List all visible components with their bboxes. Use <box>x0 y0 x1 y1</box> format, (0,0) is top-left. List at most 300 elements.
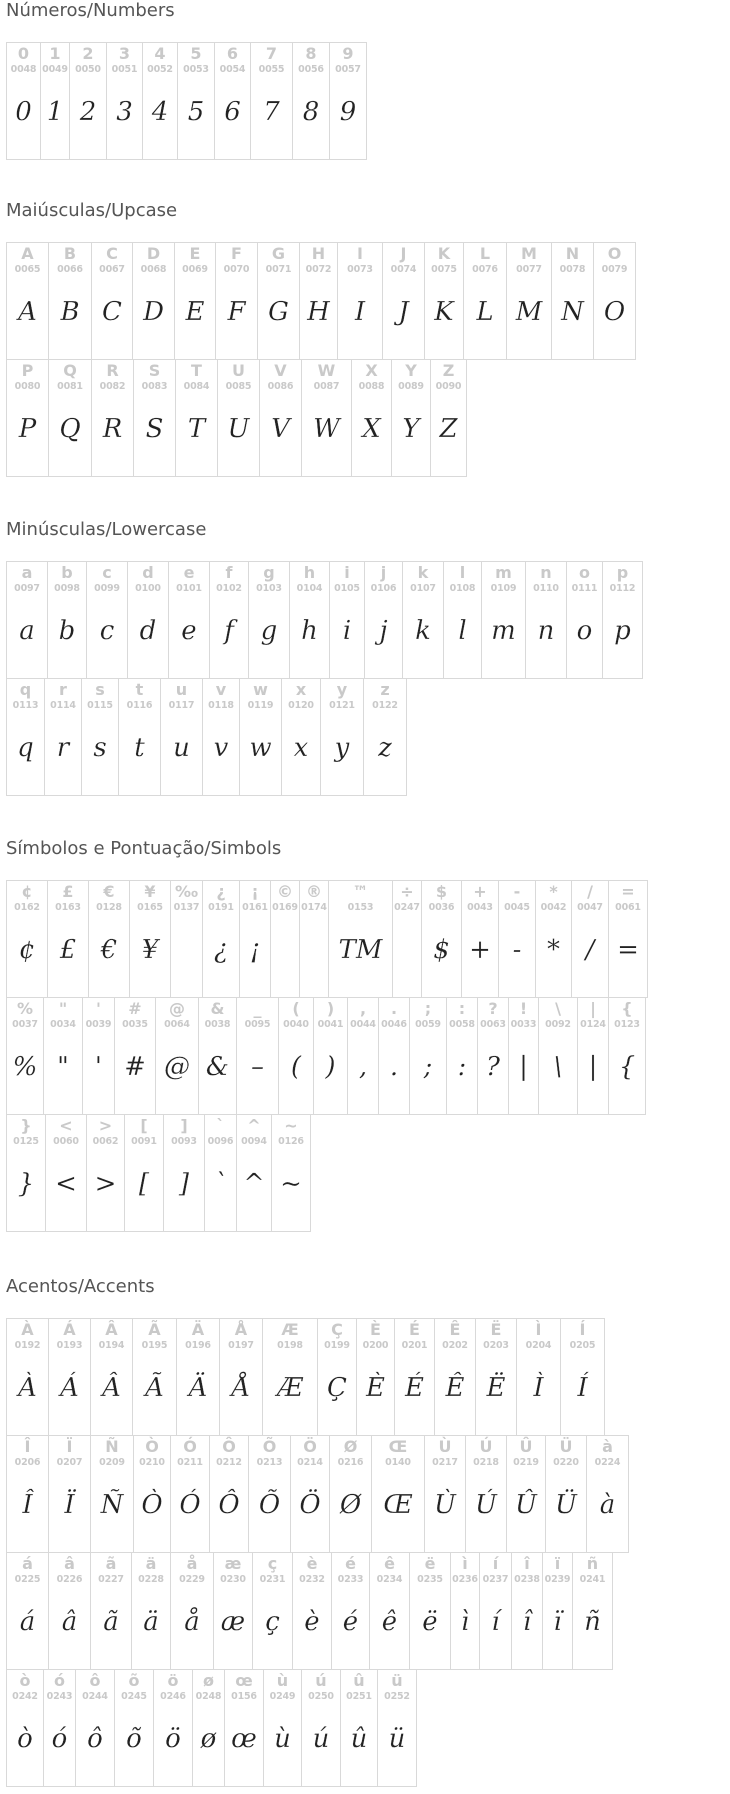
character-code: 0036 <box>428 902 455 913</box>
section-upcase <box>6 200 635 476</box>
glyph-cell <box>176 1318 220 1436</box>
character-label: 9 <box>342 44 354 63</box>
glyph-cell <box>443 561 482 679</box>
character-label: z <box>380 680 390 699</box>
character-code: 0245 <box>121 1691 147 1702</box>
character-code: 0213 <box>256 1457 283 1468</box>
glyph-sample: | <box>588 1052 598 1082</box>
glyph-cell <box>329 561 365 679</box>
glyph-cell <box>566 561 603 679</box>
grid-row <box>6 1669 628 1786</box>
character-code: 0210 <box>139 1457 165 1468</box>
character-label: ] <box>180 1116 188 1135</box>
character-code: 0242 <box>12 1691 38 1702</box>
character-label: g <box>263 563 275 582</box>
character-label: T <box>191 361 202 380</box>
character-code: 0089 <box>398 381 424 392</box>
character-label: Æ <box>281 1320 299 1339</box>
character-code: 0217 <box>432 1457 458 1468</box>
glyph-cell <box>106 42 143 160</box>
character-label: . <box>390 999 398 1018</box>
glyph-cell <box>545 1435 587 1553</box>
glyph-cell <box>252 1552 293 1670</box>
glyph-cell <box>174 242 216 360</box>
character-label: n <box>540 563 552 582</box>
glyph-sample: ë <box>422 1607 438 1637</box>
glyph-sample: Ù <box>434 1490 456 1520</box>
glyph-cell <box>124 1114 164 1232</box>
character-label: 5 <box>190 44 202 63</box>
character-label: 0 <box>17 44 30 63</box>
character-label: Ó <box>183 1437 197 1456</box>
character-label: Ô <box>222 1437 236 1456</box>
character-code: 0118 <box>208 700 234 711</box>
character-code: 0207 <box>56 1457 83 1468</box>
character-label: R <box>106 361 119 380</box>
glyph-sample: f <box>224 616 234 646</box>
character-label: r <box>59 680 67 699</box>
character-code: 0051 <box>111 64 138 75</box>
glyph-cell <box>479 1552 512 1670</box>
glyph-sample: ø <box>200 1724 217 1754</box>
character-label: u <box>175 680 188 699</box>
glyph-cell <box>215 242 258 360</box>
glyph-sample: œ <box>231 1724 257 1754</box>
character-code: 0238 <box>514 1574 540 1585</box>
glyph-cell <box>271 1114 311 1232</box>
glyph-sample: 5 <box>187 97 205 127</box>
character-label: { <box>621 999 633 1018</box>
character-code: 0077 <box>516 264 542 275</box>
glyph-cell <box>511 1552 543 1670</box>
character-code: 0235 <box>417 1574 443 1585</box>
glyph-cell <box>90 1318 133 1436</box>
glyph-sample: Ã <box>145 1373 164 1403</box>
character-label: Ê <box>449 1320 461 1339</box>
character-label: , <box>359 999 367 1018</box>
character-code: 0225 <box>14 1574 41 1585</box>
glyph-cell <box>69 42 107 160</box>
character-code: 0200 <box>362 1340 389 1351</box>
glyph-cell <box>133 359 176 477</box>
glyph-cell <box>6 1435 49 1553</box>
glyph-cell <box>301 359 352 477</box>
character-label: ; <box>424 999 432 1018</box>
character-code: 0243 <box>46 1691 73 1702</box>
character-label: ê <box>384 1554 395 1573</box>
character-label: æ <box>224 1554 242 1573</box>
character-label: w <box>253 680 268 699</box>
character-code: 0199 <box>324 1340 350 1351</box>
glyph-sample: á <box>19 1607 36 1637</box>
character-label: H <box>311 244 326 263</box>
glyph-cell <box>177 42 215 160</box>
character-code: 0169 <box>272 902 298 913</box>
glyph-cell <box>409 997 447 1115</box>
glyph-cell <box>48 242 92 360</box>
glyph-cell <box>262 1318 318 1436</box>
glyph-cell <box>6 242 49 360</box>
glyph-cell <box>219 1318 263 1436</box>
character-label: S <box>148 361 161 380</box>
glyph-sample: J <box>398 297 409 327</box>
character-code: 0103 <box>256 583 282 594</box>
character-code: 0090 <box>435 381 462 392</box>
character-code: 0246 <box>160 1691 186 1702</box>
glyph-sample: u <box>173 733 190 763</box>
character-label: â <box>64 1554 75 1573</box>
glyph-sample: È <box>366 1373 385 1403</box>
character-code: 0055 <box>258 64 285 75</box>
glyph-sample: æ <box>220 1607 246 1637</box>
character-code: 0039 <box>85 1019 112 1030</box>
glyph-cell <box>48 1318 91 1436</box>
character-label: - <box>513 882 521 901</box>
character-label: ? <box>488 999 498 1018</box>
glyph-cell <box>402 561 444 679</box>
character-code: 0056 <box>298 64 324 75</box>
character-label: W <box>317 361 336 380</box>
glyph-sample: Ø <box>339 1490 362 1520</box>
glyph-sample: Í <box>577 1373 588 1403</box>
glyph-sample: v <box>213 733 229 763</box>
character-code: 0105 <box>334 583 360 594</box>
glyph-cell <box>132 242 175 360</box>
glyph-cell <box>40 42 70 160</box>
character-label: D <box>146 244 161 263</box>
glyph-sample: % <box>12 1052 38 1082</box>
character-label: U <box>232 361 245 380</box>
glyph-cell <box>364 561 403 679</box>
glyph-sample: Ô <box>218 1490 240 1520</box>
glyph-cell <box>320 678 364 796</box>
character-code: 0100 <box>135 583 161 594</box>
glyph-sample: E <box>185 297 205 327</box>
glyph-sample: l <box>458 616 467 646</box>
character-code: 0042 <box>540 902 567 913</box>
character-label: + <box>473 882 487 901</box>
glyph-cell <box>475 1318 517 1436</box>
glyph-cell <box>278 997 314 1115</box>
character-label: M <box>521 244 537 263</box>
character-code: 0044 <box>350 1019 376 1030</box>
glyph-cell <box>351 359 392 477</box>
character-code: 0121 <box>329 700 355 711</box>
character-label: Ç <box>331 1320 343 1339</box>
character-label: / <box>587 882 593 901</box>
glyph-cell <box>170 1552 214 1670</box>
grid-row <box>6 1114 647 1231</box>
glyph-cell <box>6 1318 49 1436</box>
character-label: Y <box>405 361 417 380</box>
glyph-sample: Ñ <box>100 1490 124 1520</box>
grid-row <box>6 42 366 159</box>
character-code: 0228 <box>138 1574 164 1585</box>
glyph-cell <box>593 242 636 360</box>
glyph-sample: ¥ <box>141 935 159 965</box>
character-label: C <box>106 244 118 263</box>
character-code: 0125 <box>13 1136 39 1147</box>
glyph-sample: m <box>491 616 516 646</box>
character-code: 0104 <box>296 583 323 594</box>
character-code: 0079 <box>601 264 628 275</box>
glyph-sample: ¿ <box>214 935 228 965</box>
glyph-cell <box>572 1552 613 1670</box>
character-code: 0112 <box>609 583 636 594</box>
character-code: 0094 <box>241 1136 267 1147</box>
glyph-cell <box>132 1318 177 1436</box>
character-label: N <box>565 244 580 263</box>
character-code: 0070 <box>223 264 250 275</box>
glyph-sample: # <box>124 1052 146 1082</box>
character-label: ó <box>54 1671 65 1690</box>
glyph-sample: ñ <box>584 1607 601 1637</box>
character-label: ö <box>167 1671 179 1690</box>
glyph-sample: ö <box>165 1724 181 1754</box>
glyph-cell <box>6 880 48 998</box>
glyph-sample: å <box>184 1607 200 1637</box>
glyph-sample: < <box>55 1169 77 1199</box>
glyph-sample: ä <box>143 1607 159 1637</box>
character-label: # <box>128 999 142 1018</box>
character-code: 0234 <box>376 1574 403 1585</box>
character-label: é <box>345 1554 356 1573</box>
character-label: \ <box>555 999 561 1018</box>
character-code: 0082 <box>99 381 126 392</box>
glyph-cell <box>192 1669 225 1787</box>
character-label: V <box>274 361 287 380</box>
character-code: 0201 <box>401 1340 428 1351</box>
glyph-sample: " <box>57 1052 69 1082</box>
character-label: J <box>400 244 407 263</box>
glyph-sample: W <box>313 414 340 444</box>
glyph-sample: À <box>18 1373 37 1403</box>
glyph-sample: = <box>617 935 639 965</box>
glyph-sample: ? <box>486 1052 500 1082</box>
glyph-sample: - <box>512 935 522 965</box>
character-code: 0102 <box>216 583 242 594</box>
character-label: ñ <box>586 1554 599 1573</box>
glyph-cell <box>430 359 467 477</box>
character-code: 0060 <box>53 1136 79 1147</box>
character-code: 0250 <box>308 1691 334 1702</box>
glyph-cell <box>263 1669 302 1787</box>
grid-row <box>6 242 635 359</box>
character-code: 0216 <box>337 1457 364 1468</box>
glyph-cell <box>542 1552 573 1670</box>
character-code: 0249 <box>269 1691 296 1702</box>
section-numbers <box>6 0 366 159</box>
character-code: 0193 <box>56 1340 83 1351</box>
character-label: ~ <box>284 1116 298 1135</box>
glyph-cell <box>202 880 240 998</box>
glyph-cell <box>516 1318 561 1436</box>
character-code: 0057 <box>335 64 361 75</box>
glyph-sample: ô <box>87 1724 103 1754</box>
character-code: 0214 <box>297 1457 323 1468</box>
character-label: b <box>61 563 73 582</box>
glyph-cell <box>142 42 178 160</box>
character-code: 0095 <box>244 1019 271 1030</box>
character-code: 0205 <box>569 1340 596 1351</box>
glyph-sample: 9 <box>339 97 357 127</box>
character-code: 0072 <box>305 264 332 275</box>
glyph-cell <box>328 880 393 998</box>
glyph-cell <box>91 242 133 360</box>
glyph-sample: ù <box>274 1724 291 1754</box>
glyph-cell <box>168 561 210 679</box>
glyph-sample: \ <box>553 1052 563 1082</box>
character-code: 0049 <box>42 64 68 75</box>
character-code: 0115 <box>87 700 113 711</box>
character-code: 0052 <box>147 64 173 75</box>
glyph-cell <box>602 561 643 679</box>
glyph-cell <box>198 997 237 1115</box>
character-code: 0165 <box>137 902 163 913</box>
character-code: 0040 <box>283 1019 309 1030</box>
glyph-cell <box>270 880 300 998</box>
grid-row <box>6 997 647 1114</box>
character-code: 0054 <box>219 64 246 75</box>
glyph-cell <box>88 880 130 998</box>
character-code: 0075 <box>431 264 457 275</box>
glyph-cell <box>90 1435 134 1553</box>
character-label: c <box>102 563 112 582</box>
character-label: f <box>225 563 233 582</box>
character-code: 0110 <box>533 583 559 594</box>
glyph-sample: { <box>618 1052 636 1082</box>
glyph-cell <box>382 242 425 360</box>
character-code: 0064 <box>164 1019 190 1030</box>
character-label: v <box>215 680 227 699</box>
character-code: 0204 <box>525 1340 552 1351</box>
character-code: 0046 <box>381 1019 407 1030</box>
glyph-cell <box>289 561 330 679</box>
character-code: 0197 <box>228 1340 254 1351</box>
glyph-cell <box>47 880 89 998</box>
glyph-sample: 6 <box>224 97 241 127</box>
glyph-cell <box>6 1114 46 1232</box>
character-code: 0126 <box>278 1136 304 1147</box>
character-code: 0053 <box>183 64 209 75</box>
glyph-cell <box>290 1435 330 1553</box>
glyph-sample: 2 <box>79 97 97 127</box>
character-code: 0087 <box>313 381 340 392</box>
glyph-cell <box>535 880 572 998</box>
glyph-sample: b <box>58 616 76 646</box>
glyph-cell <box>560 1318 605 1436</box>
character-label: Ä <box>191 1320 205 1339</box>
character-label: ì <box>462 1554 468 1573</box>
glyph-cell <box>175 359 218 477</box>
character-code: 0097 <box>14 583 40 594</box>
grid-row <box>6 678 642 795</box>
character-code: 0067 <box>99 264 125 275</box>
character-code: 0198 <box>277 1340 303 1351</box>
character-code: 0244 <box>82 1691 108 1702</box>
character-label: Î <box>24 1437 31 1456</box>
character-label: K <box>437 244 451 263</box>
glyph-sample: â <box>61 1607 78 1637</box>
glyph-sample: ó <box>51 1724 68 1754</box>
glyph-sample: Û <box>515 1490 537 1520</box>
character-code: 0226 <box>56 1574 83 1585</box>
glyph-sample: ¢ <box>18 935 36 965</box>
glyph-cell <box>331 1552 370 1670</box>
character-label: Ö <box>303 1437 317 1456</box>
glyph-sample: Õ <box>258 1490 281 1520</box>
character-code: 0116 <box>126 700 153 711</box>
character-code: 0073 <box>347 264 373 275</box>
character-code: 0137 <box>173 902 200 913</box>
character-code: 0230 <box>220 1574 246 1585</box>
character-code: 0068 <box>140 264 167 275</box>
glyph-sample: V <box>271 414 290 444</box>
character-label: Ë <box>490 1320 502 1339</box>
character-label: ™ <box>352 882 369 901</box>
glyph-cell <box>170 1435 210 1553</box>
glyph-sample: Ö <box>299 1490 321 1520</box>
character-label: @ <box>169 999 185 1018</box>
glyph-cell <box>239 880 271 998</box>
glyph-sample: i <box>342 616 352 646</box>
character-code: 0202 <box>442 1340 468 1351</box>
glyph-cell <box>577 997 609 1115</box>
character-label: I <box>357 244 363 263</box>
glyph-cell <box>224 1669 264 1787</box>
glyph-sample: 4 <box>151 97 169 127</box>
glyph-cell <box>378 997 410 1115</box>
character-label: j <box>380 563 387 582</box>
glyph-cell <box>250 42 293 160</box>
glyph-cell <box>44 678 82 796</box>
glyph-cell <box>45 1114 87 1232</box>
glyph-cell <box>551 242 594 360</box>
glyph-cell <box>6 561 48 679</box>
character-label: ) <box>326 999 335 1018</box>
glyph-sample: $ <box>433 935 450 965</box>
character-label: h <box>303 563 316 582</box>
character-label: t <box>135 680 144 699</box>
character-label: s <box>95 680 105 699</box>
section-title: Acentos/Accents <box>6 1276 155 1297</box>
glyph-sample: , <box>358 1052 368 1082</box>
character-code: 0092 <box>545 1019 571 1030</box>
character-label: & <box>210 999 225 1018</box>
glyph-sample: p <box>614 616 631 646</box>
character-code: 0196 <box>185 1340 211 1351</box>
character-label: £ <box>62 882 74 901</box>
glyph-cell <box>506 242 552 360</box>
character-label: G <box>271 244 286 263</box>
glyph-sample: ú <box>312 1724 330 1754</box>
glyph-sample: € <box>100 935 118 965</box>
character-label: ! <box>519 999 528 1018</box>
glyph-sample: r <box>56 733 70 763</box>
character-label: x <box>295 680 307 699</box>
glyph-cell <box>48 1435 91 1553</box>
glyph-cell <box>329 42 367 160</box>
character-label: F <box>231 244 242 263</box>
character-code: 0074 <box>390 264 417 275</box>
character-code: 0161 <box>242 902 268 913</box>
glyph-sample: ^ <box>243 1169 265 1199</box>
character-label: ü <box>391 1671 403 1690</box>
glyph-cell <box>214 42 251 160</box>
character-label: Ò <box>145 1437 159 1456</box>
glyph-cell <box>340 1669 378 1787</box>
character-code: 0163 <box>55 902 81 913</box>
